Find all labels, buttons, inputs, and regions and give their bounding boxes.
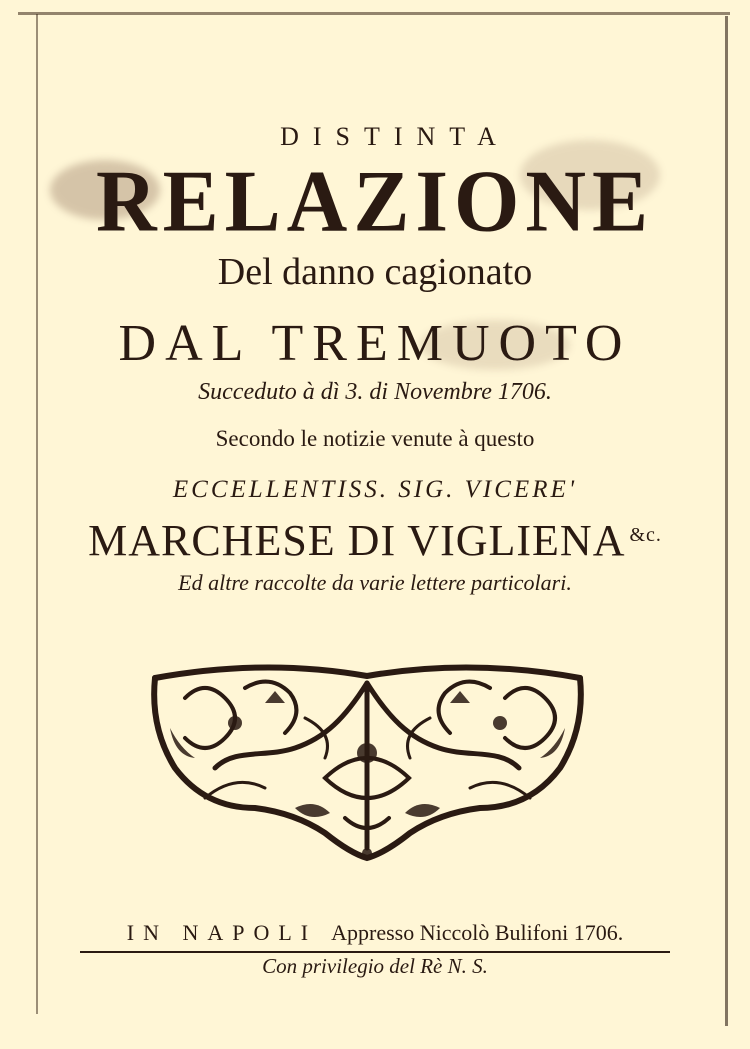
subtitle-danno: Del danno cagionato bbox=[217, 251, 533, 293]
heading-distinta: DISTINTA bbox=[280, 122, 510, 151]
privilegio-line: Con privilegio del Rè N. S. bbox=[262, 954, 488, 978]
marchese-line bbox=[0, 516, 750, 565]
imprint-printer: Appresso Niccolò Bulifoni 1706. bbox=[331, 920, 624, 945]
heading-relazione: RELAZIONE bbox=[95, 152, 655, 251]
imprint-city: IN NAPOLI bbox=[126, 920, 318, 945]
secondo-line: Secondo le notizie venute à questo bbox=[215, 426, 535, 451]
eccellentiss-line: ECCELLENTISS. SIG. VICERE' bbox=[172, 476, 578, 503]
altre-line: Ed altre raccolte da varie lettere particolari. bbox=[178, 570, 572, 595]
marchese-etc: &c. bbox=[629, 524, 662, 546]
baroque-acanthus-ornament-icon bbox=[145, 658, 590, 863]
date-line: Succeduto à dì 3. di Novembre 1706. bbox=[198, 379, 552, 405]
imprint-line bbox=[0, 922, 750, 944]
imprint-rule bbox=[80, 951, 670, 953]
marchese-name: MARCHESE DI VIGLIENA bbox=[88, 516, 626, 565]
sheet-top-edge bbox=[18, 12, 730, 15]
heading-tremuoto: DAL TREMUOTO bbox=[118, 315, 632, 372]
